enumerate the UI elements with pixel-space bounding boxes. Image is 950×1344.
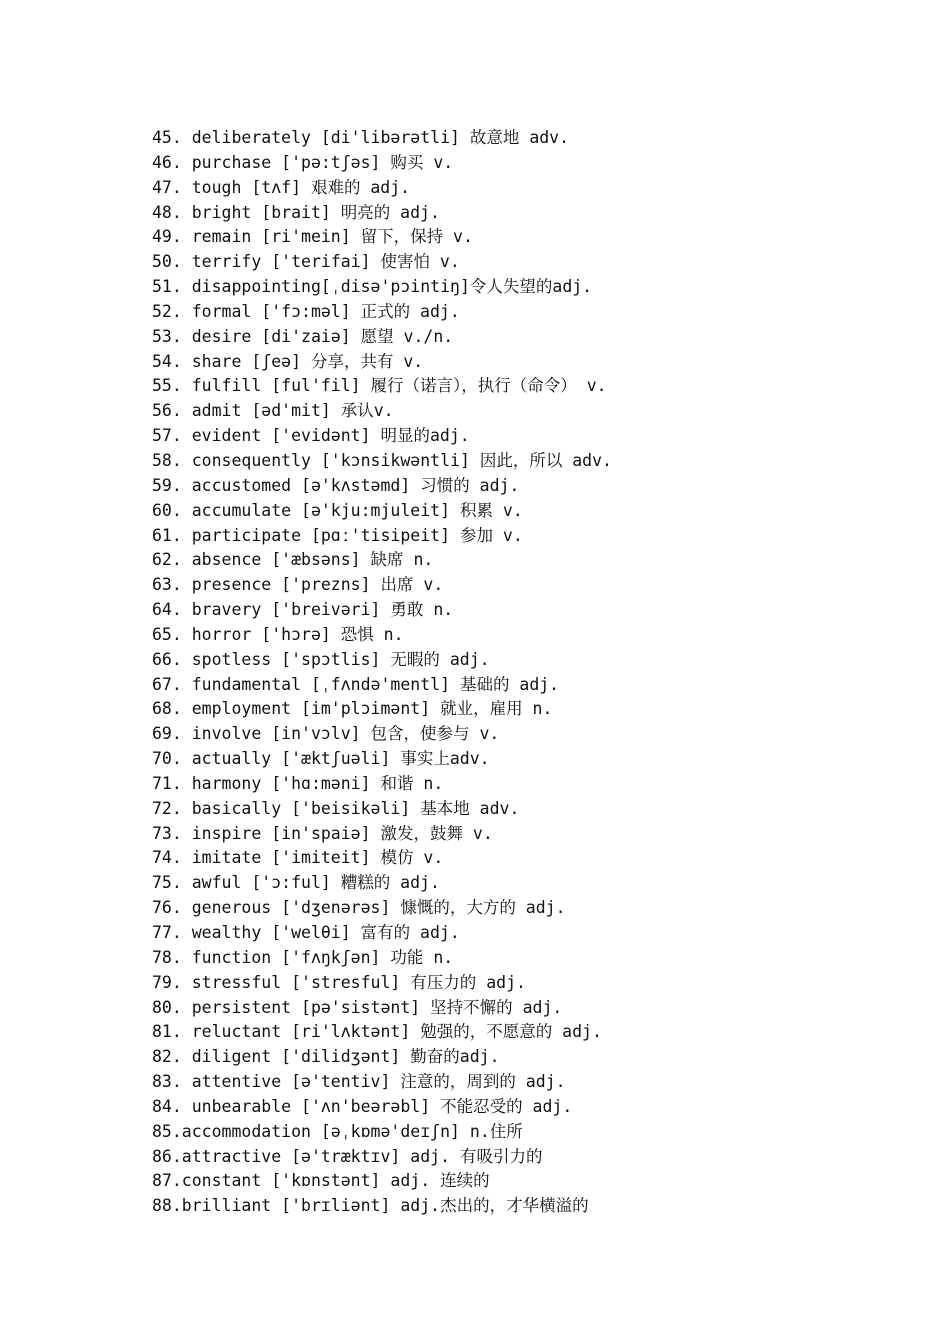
vocab-entry-52: 52. formal ['fɔ:məl] 正式的 adj.	[152, 301, 460, 321]
vocab-entry-88: 88.brilliant ['brɪliənt] adj.杰出的，才华横溢的	[152, 1196, 589, 1216]
vocab-entry-87: 87.constant ['kɒnstənt] adj. 连续的	[152, 1171, 490, 1191]
vocab-entry-77: 77. wealthy ['welθi] 富有的 adj.	[152, 923, 460, 942]
vocab-entry-57: 57. evident ['evidənt] 明显的adj.	[152, 426, 470, 446]
vocab-entry-83: 83. attentive [ə'tentiv] 注意的，周到的 adj.	[152, 1072, 566, 1092]
vocab-entry-68: 68. employment [im'plɔimənt] 就业，雇用 n.	[152, 699, 553, 719]
vocab-entry-63: 63. presence ['prezns] 出席 v.	[152, 575, 444, 595]
vocab-entry-69: 69. involve [in'vɔlv] 包含，使参与 v.	[152, 724, 500, 744]
vocab-entry-67: 67. fundamental [ˌfʌndə'mentl] 基础的 adj.	[152, 674, 560, 694]
vocab-entry-54: 54. share [ʃeə] 分享，共有 v.	[152, 351, 424, 371]
vocab-entry-72: 72. basically ['beisikəli] 基本地 adv.	[152, 798, 520, 818]
vocab-entry-47: 47. tough [tʌf] 艰难的 adj.	[152, 177, 411, 197]
vocab-entry-51: 51. disappointing[ˌdisə'pɔintiŋ]令人失望的adj.	[152, 277, 593, 297]
vocab-entry-73: 73. inspire [in'spaiə] 激发，鼓舞 v.	[152, 823, 493, 843]
vocab-entry-50: 50. terrify ['terifai] 使害怕 v.	[152, 252, 460, 272]
vocab-entry-70: 70. actually ['æktʃuəli] 事实上adv.	[152, 749, 490, 769]
vocab-entry-64: 64. bravery ['breivəri] 勇敢 n.	[152, 600, 454, 620]
vocab-entry-71: 71. harmony ['hɑ:məni] 和谐 n.	[152, 773, 444, 793]
vocab-entry-46: 46. purchase ['pə:tʃəs] 购买 v.	[152, 152, 454, 172]
vocab-entry-49: 49. remain [ri'mein] 留下，保持 v.	[152, 227, 473, 247]
vocab-entry-56: 56. admit [əd'mit] 承认v.	[152, 401, 394, 421]
vocab-entry-76: 76. generous ['dʒenərəs] 慷慨的，大方的 adj.	[152, 898, 566, 918]
vocab-entry-66: 66. spotless ['spɔtlis] 无暇的 adj.	[152, 649, 490, 669]
vocabulary-list	[152, 126, 912, 1219]
vocab-entry-79: 79. stressful ['stresful] 有压力的 adj.	[152, 972, 526, 992]
vocab-entry-85: 85.accommodation [əˌkɒmə'deɪʃn] n.住所	[152, 1121, 523, 1141]
vocab-entry-55: 55. fulfill [ful'fil] 履行（诺言），执行（命令） v.	[152, 376, 607, 396]
vocab-entry-78: 78. function ['fʌŋkʃən] 功能 n.	[152, 947, 454, 967]
vocab-entry-82: 82. diligent ['dilidʒənt] 勤奋的adj.	[152, 1047, 500, 1067]
vocab-entry-53: 53. desire [di'zaiə] 愿望 v./n.	[152, 326, 454, 346]
vocab-entry-60: 60. accumulate [ə'kju:mjuleit] 积累 v.	[152, 500, 523, 520]
vocab-entry-61: 61. participate [pɑː'tisipeit] 参加 v.	[152, 525, 523, 545]
vocab-entry-75: 75. awful ['ɔ:ful] 糟糕的 adj.	[152, 873, 440, 893]
vocab-entry-65: 65. horror ['hɔrə] 恐惧 n.	[152, 624, 404, 644]
vocab-entry-62: 62. absence ['æbsəns] 缺席 n.	[152, 550, 434, 570]
vocab-entry-74: 74. imitate ['imiteit] 模仿 v.	[152, 848, 444, 868]
vocab-entry-86: 86.attractive [ə'træktɪv] adj. 有吸引力的	[152, 1146, 543, 1166]
vocab-entry-58: 58. consequently ['kɔnsikwəntli] 因此，所以 adv.	[152, 450, 612, 470]
vocab-entry-48: 48. bright [brait] 明亮的 adj.	[152, 202, 440, 222]
vocab-entry-81: 81. reluctant [ri'lʌktənt] 勉强的，不愿意的 adj.	[152, 1022, 602, 1042]
vocab-entry-80: 80. persistent [pə'sistənt] 坚持不懈的 adj.	[152, 997, 563, 1017]
vocab-entry-59: 59. accustomed [ə'kʌstəmd] 习惯的 adj.	[152, 475, 520, 495]
vocab-entry-84: 84. unbearable ['ʌn'beərəbl] 不能忍受的 adj.	[152, 1096, 573, 1116]
vocab-entry-45: 45. deliberately [di'libərətli] 故意地 adv.	[152, 128, 570, 147]
